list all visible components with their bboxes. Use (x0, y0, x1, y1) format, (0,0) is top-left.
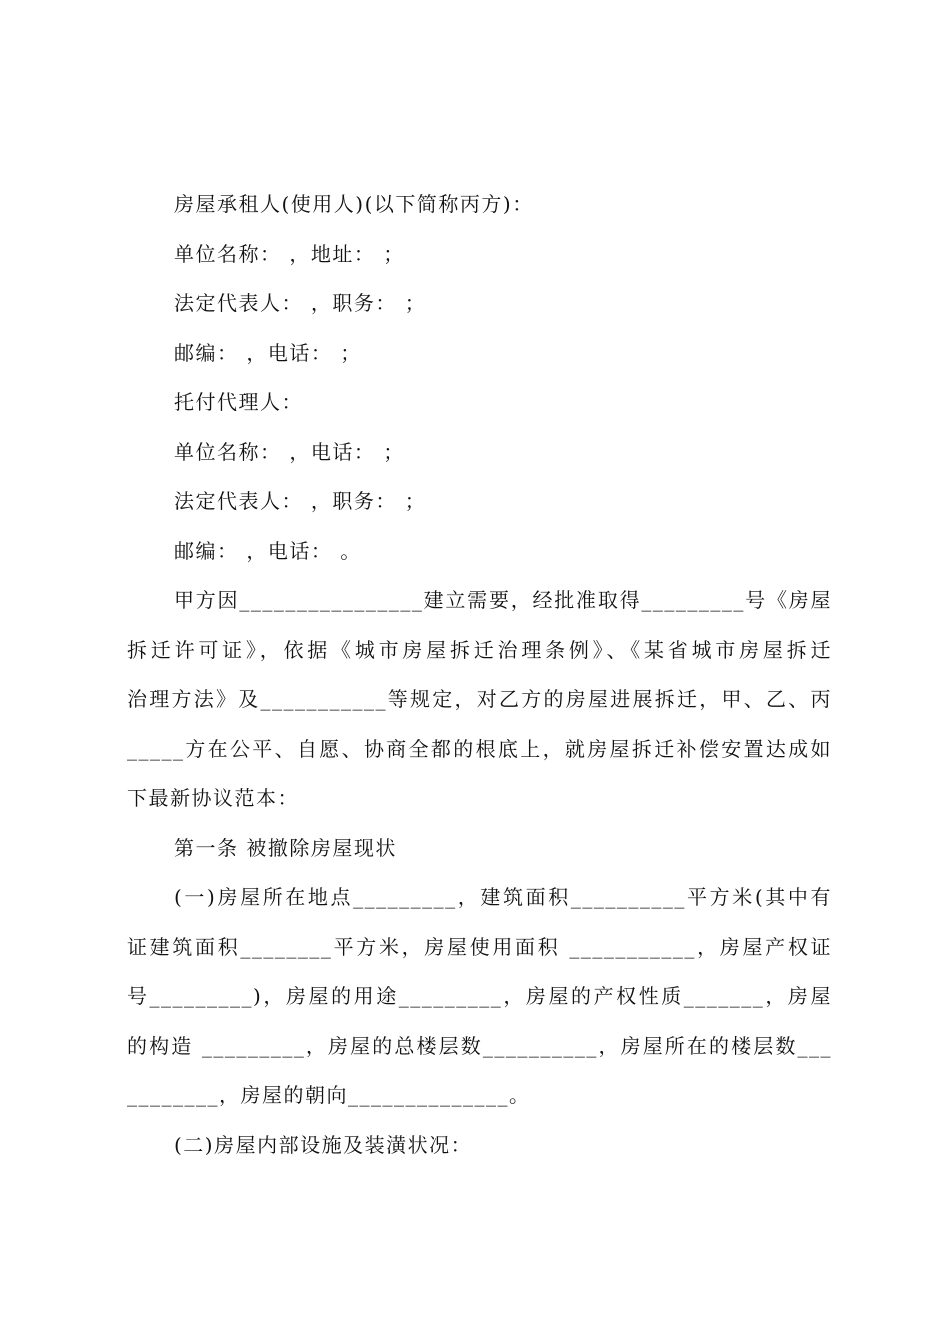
paragraph-line: _____方在公平、自愿、协商全都的根底上，就房屋拆迁补偿安置达成如 (127, 736, 832, 761)
paragraph-line: 证建筑面积________平方米，房屋使用面积 ___________，房屋产权证 (127, 934, 832, 959)
paragraph-line: 单位名称： ，地址： ； (174, 241, 405, 266)
section-heading: 第一条 被撤除房屋现状 (174, 835, 397, 860)
paragraph-line: (一)房屋所在地点_________，建筑面积__________平方米(其中有 (174, 885, 832, 909)
paragraph-line: 邮编： ，电话： ； (174, 340, 362, 365)
paragraph-line: 法定代表人： ，职务： ； (174, 489, 427, 513)
paragraph-line: 法定代表人： ，职务： ； (174, 291, 427, 315)
paragraph-line: 托付代理人： (174, 390, 303, 414)
document-body (127, 180, 832, 1170)
paragraph-line: 甲方因________________建立需要，经批准取得_________号《房屋 (174, 588, 832, 612)
paragraph-line: 邮编： ，电话： 。 (174, 538, 362, 563)
paragraph-line: (二)房屋内部设施及装潢状况： (174, 1132, 473, 1157)
paragraph-line: ________，房屋的朝向______________。 (127, 1083, 531, 1107)
paragraph-line: 治理方法》及___________等规定，对乙方的房屋进展拆迁，甲、乙、丙 (127, 687, 832, 711)
paragraph-line: 单位名称： ，电话： ； (174, 439, 405, 464)
paragraph-line: 下最新协议范本： (127, 786, 299, 810)
paragraph-line: 号_________)，房屋的用途_________，房屋的产权性质_______，房屋 (127, 984, 832, 1008)
paragraph-line: 拆迁许可证》，依据《城市房屋拆迁治理条例》、《某省城市房屋拆迁 (127, 637, 832, 662)
paragraph-line: 的构造 _________，房屋的总楼层数__________，房屋所在的楼层数___ (127, 1033, 832, 1058)
paragraph-line: 房屋承租人(使用人)(以下简称丙方)： (174, 192, 534, 216)
